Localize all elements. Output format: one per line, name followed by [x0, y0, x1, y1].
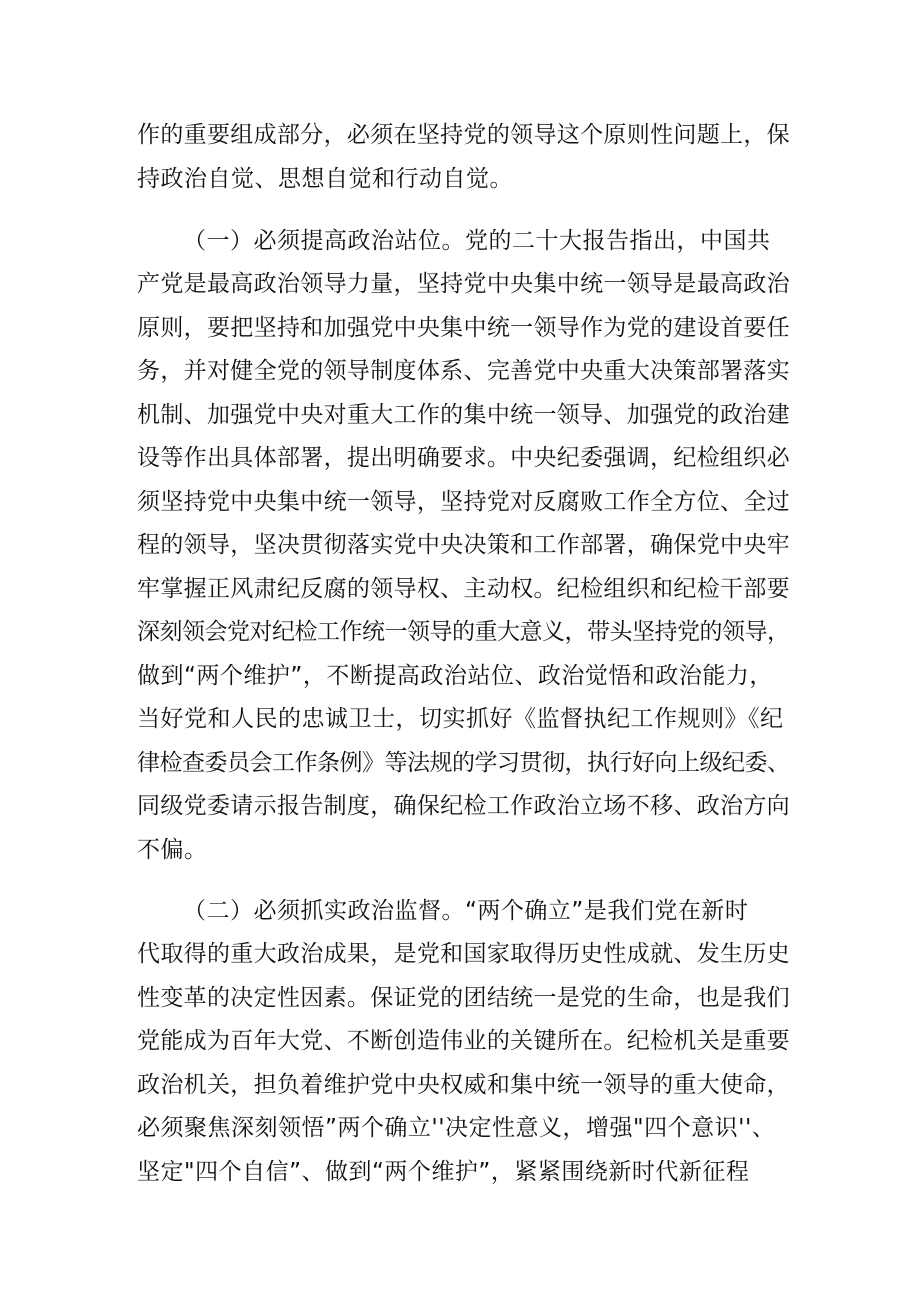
section-heading-line: （一）必须提高政治站位。党的二十大报告指出，中国共 [183, 228, 771, 254]
text-line: 做到“两个维护”，不断提高政治站位、政治觉悟和政治能力， [137, 663, 773, 689]
text-line: 机制、加强党中央对重大工作的集中统一领导、加强党的政治建 [137, 402, 790, 428]
text-line: 党能成为百年大党、不断创造伟业的关键所在。纪检机关是重要 [137, 1028, 790, 1054]
section-heading-line: （二）必须抓实政治监督。“两个确立”是我们党在新时 [183, 898, 749, 924]
text-line: 程的领导，坚决贯彻落实党中央决策和工作部署，确保党中央牢 [137, 532, 790, 558]
text-line: 性变革的决定性因素。保证党的团结统一是党的生命，也是我们 [137, 985, 790, 1011]
text-line: 须坚持党中央集中统一领导，坚持党对反腐败工作全方位、全过 [137, 489, 790, 515]
text-line: 牢掌握正风肃纪反腐的领导权、主动权。纪检组织和纪检干部要 [137, 576, 790, 602]
text-line: 政治机关，担负着维护党中央权威和集中统一领导的重大使命， [137, 1072, 790, 1098]
text-line: 原则，要把坚持和加强党中央集中统一领导作为党的建设首要任 [137, 315, 790, 341]
text-line: 必须聚焦深刻领悟”两个确立''决定性意义，增强"四个意识''、 [137, 1115, 776, 1141]
text-line: 作的重要组成部分，必须在坚持党的领导这个原则性问题上，保 [137, 122, 790, 148]
text-line: 同级党委请示报告制度，确保纪检工作政治立场不移、政治方向 [137, 793, 790, 819]
text-line: 持政治自觉、思想自觉和行动自觉。 [137, 166, 513, 192]
text-line: 深刻领会党对纪检工作统一领导的重大意义，带头坚持党的领导， [137, 619, 790, 645]
text-line: 产党是最高政治领导力量，坚持党中央集中统一领导是最高政治 [137, 271, 790, 297]
text-line: 务，并对健全党的领导制度体系、完善党中央重大决策部署落实 [137, 358, 790, 384]
text-line: 不偏。 [137, 837, 208, 863]
text-line: 当好党和人民的忠诚卫士，切实抓好《监督执纪工作规则》《纪 [137, 706, 784, 732]
text-line: 律检查委员会工作条例》等法规的学习贯彻，执行好向上级纪委、 [137, 750, 790, 776]
text-line: 设等作出具体部署，提出明确要求。中央纪委强调，纪检组织必 [137, 445, 790, 471]
text-line: 坚定"四个自信”、做到“两个维护”，紧紧围绕新时代新征程 [137, 1159, 750, 1185]
text-line: 代取得的重大政治成果，是党和国家取得历史性成就、发生历史 [137, 941, 790, 967]
